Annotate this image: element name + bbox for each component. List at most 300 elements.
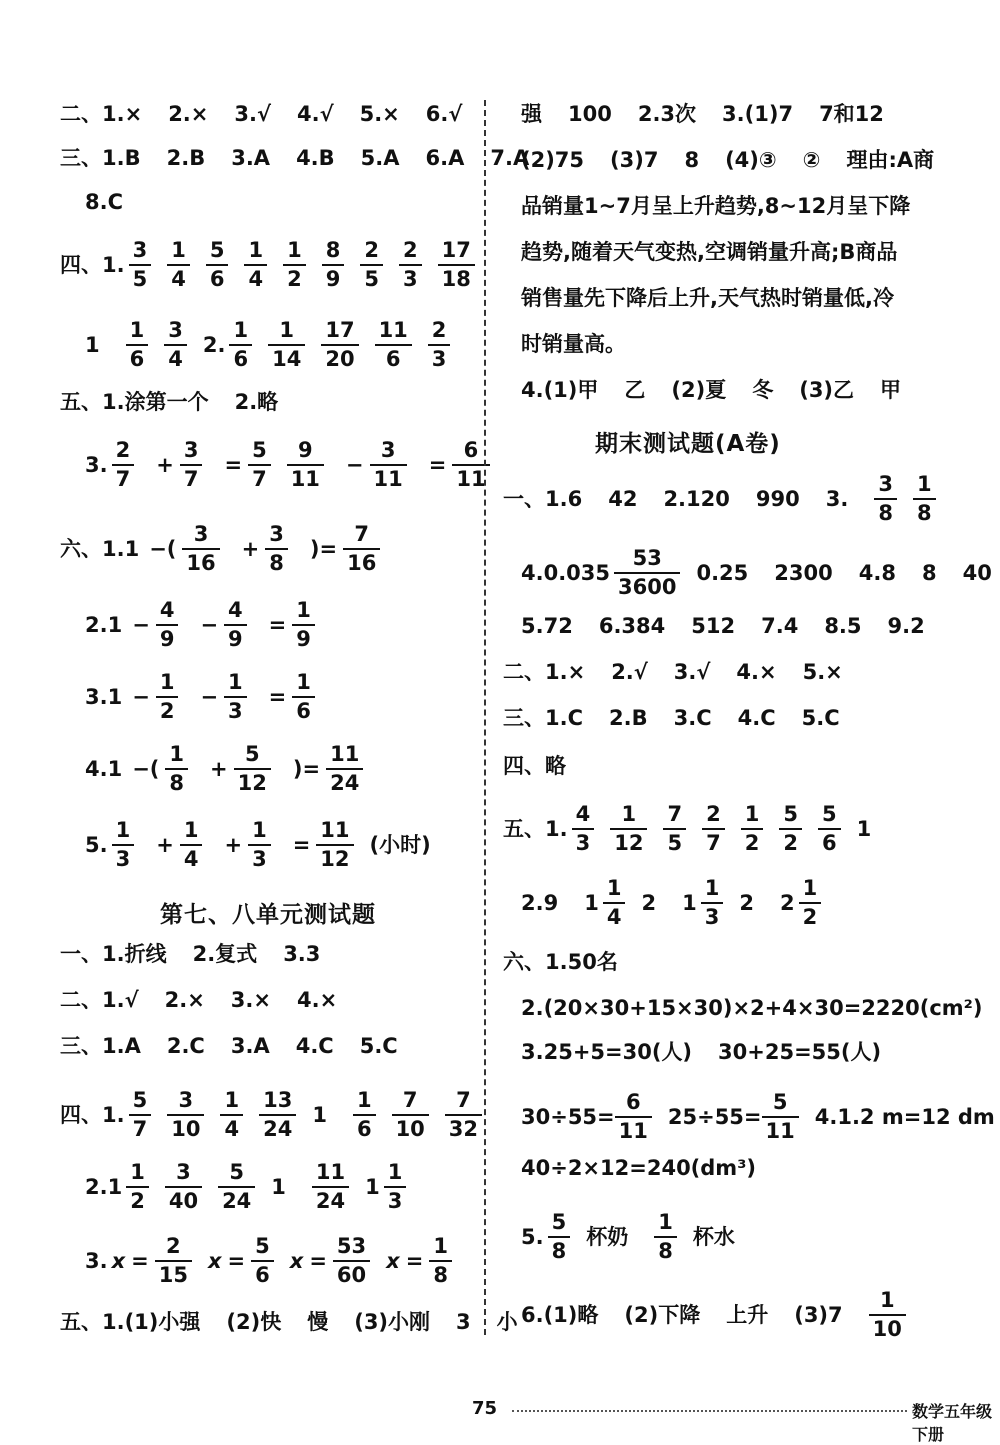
- answer-item: (3)小刚: [354, 1310, 431, 1334]
- answer-prefix: 2.9: [521, 890, 559, 915]
- answer-item: 三、1.C: [503, 706, 584, 730]
- equation-group: [112, 1236, 468, 1286]
- fraction: [208, 240, 227, 290]
- numerator: 53: [632, 546, 662, 570]
- answer-item: 990: [755, 486, 800, 511]
- answer-item: 4.×: [736, 660, 777, 684]
- fraction: [285, 240, 304, 290]
- line-r5: [521, 288, 894, 309]
- minus-sign: −: [200, 684, 219, 709]
- denominator: 8: [165, 768, 188, 794]
- line-r4: [521, 242, 897, 263]
- numerator: 7: [402, 1088, 418, 1112]
- numerator: 2: [364, 238, 379, 262]
- fraction: [184, 524, 217, 574]
- denominator: 8: [913, 498, 936, 524]
- denominator: 5: [360, 264, 383, 290]
- answer-text: 2: [641, 890, 657, 915]
- numerator: 6: [463, 438, 479, 462]
- denominator: 24: [259, 1114, 296, 1140]
- column-divider: [484, 100, 486, 1335]
- answer-item: 3.(1)7: [722, 102, 794, 126]
- fraction: [166, 320, 185, 370]
- line-l3: [85, 192, 123, 213]
- answer-item: 小: [496, 1310, 518, 1334]
- answer-item: 3: [456, 1310, 471, 1334]
- line-t8: [521, 878, 837, 928]
- answer-item: 6.384: [598, 614, 666, 638]
- answer-prefix: 2.1: [85, 1174, 123, 1199]
- fraction: [222, 1090, 241, 1140]
- fraction: [226, 600, 245, 650]
- fraction: [386, 1162, 405, 1212]
- fraction: [261, 1090, 294, 1140]
- denominator: 7: [112, 464, 135, 490]
- fraction: [704, 804, 723, 854]
- answer-text: 1: [365, 1174, 380, 1199]
- answer-item: 4.8: [858, 560, 896, 585]
- denominator: 60: [333, 1260, 370, 1286]
- answer-item: 3.3: [283, 942, 321, 966]
- answer-item: 8: [684, 148, 700, 172]
- line-t6: [503, 756, 566, 777]
- fraction: [270, 320, 303, 370]
- denominator: 11: [287, 464, 324, 490]
- line-l11: [85, 744, 379, 794]
- fraction: [440, 240, 473, 290]
- line-r2: [521, 150, 960, 171]
- answer-prefix: 2.1: [85, 612, 123, 637]
- answer-item: 2.×: [168, 102, 209, 126]
- fraction: [328, 744, 361, 794]
- denominator: 8: [265, 548, 288, 574]
- denominator: 9: [224, 624, 247, 650]
- fraction: [231, 320, 250, 370]
- answer-item: 三、1.B: [60, 146, 141, 170]
- line-l5: [85, 320, 466, 370]
- numerator: 3: [176, 1160, 191, 1184]
- numerator: 1: [916, 472, 932, 496]
- denominator: 8: [548, 1236, 571, 1262]
- denominator: 4: [603, 902, 626, 928]
- denominator: 2: [779, 828, 802, 854]
- answer-item: 3.A: [230, 1034, 270, 1058]
- fraction: [158, 672, 177, 722]
- answer-item: (2)下降: [624, 1302, 701, 1327]
- fraction: [128, 1162, 147, 1212]
- line-l8: [60, 524, 396, 574]
- answer-item: 8.5: [824, 614, 862, 638]
- answer-item: 五、1.(1)小强: [60, 1310, 201, 1334]
- numerator: 5: [255, 1234, 270, 1258]
- denominator: 12: [316, 844, 353, 870]
- numerator: 5: [783, 802, 798, 826]
- fraction-group: [126, 1162, 271, 1212]
- line-l10: [85, 672, 331, 722]
- numerator: 53: [336, 1234, 367, 1258]
- line-l12: [85, 820, 431, 870]
- plus-sign: +: [156, 832, 174, 857]
- answer-item: 2.3次: [637, 102, 697, 126]
- numerator: 3: [168, 318, 183, 342]
- numerator: 1: [287, 238, 302, 262]
- answer-item: 3.√: [673, 660, 711, 684]
- answer-text: 杯奶: [586, 1224, 629, 1249]
- minus-sign: −: [132, 612, 150, 637]
- numerator: 1: [433, 1234, 448, 1258]
- denominator: 3: [384, 1186, 407, 1212]
- minus-sign: −: [200, 612, 219, 637]
- denominator: 7: [129, 1114, 152, 1140]
- fraction-group: [229, 320, 466, 370]
- fraction: [114, 820, 133, 870]
- numerator: 11: [320, 818, 350, 842]
- numerator: 1: [159, 670, 175, 694]
- equals-sign: =: [268, 684, 287, 709]
- answer-item: 7和12: [819, 102, 884, 126]
- equals-sign: =: [131, 1248, 149, 1273]
- numerator: 1: [296, 598, 311, 622]
- numerator: 9: [297, 438, 313, 462]
- denominator: 8: [874, 498, 897, 524]
- numerator: 2: [431, 318, 447, 342]
- denominator: 7: [248, 464, 271, 490]
- numerator: 1: [802, 876, 818, 900]
- denominator: 7: [702, 828, 725, 854]
- answer-item: 二、1.×: [60, 102, 143, 126]
- fraction: [876, 474, 895, 524]
- answer-text: 1: [85, 332, 100, 357]
- denominator: 8: [654, 1236, 677, 1262]
- answer-item: 理由:A商: [846, 148, 935, 172]
- denominator: 3: [428, 344, 451, 370]
- numerator: 2: [166, 1234, 181, 1258]
- answer-item: 2.B: [609, 706, 648, 730]
- answer-text: 25÷55=: [667, 1104, 762, 1129]
- fraction: [665, 804, 684, 854]
- numerator: 1: [704, 876, 720, 900]
- answer-text: 趋势,随着天气变热,空调销量升高;B商品: [521, 240, 898, 264]
- fraction: [743, 804, 762, 854]
- denominator: 10: [869, 1314, 906, 1340]
- answer-item: 4.(1)甲: [521, 378, 599, 402]
- answer-item: 7.A: [490, 146, 530, 170]
- answer-text: 8.C: [85, 190, 124, 214]
- numerator: 3: [878, 472, 893, 496]
- answer-text: 1: [682, 890, 697, 915]
- line-s6: [85, 1236, 468, 1286]
- fraction: [318, 820, 351, 870]
- denominator: 40: [165, 1186, 202, 1212]
- numerator: 5: [551, 1210, 567, 1234]
- denominator: 3: [224, 696, 247, 722]
- line-r3: [521, 196, 910, 217]
- fraction-group: [353, 1090, 498, 1140]
- denominator: 9: [292, 624, 315, 650]
- denominator: 16: [182, 548, 219, 574]
- fraction: [431, 1236, 450, 1286]
- answer-item: 512: [691, 614, 736, 638]
- answer-item: 5.×: [359, 102, 400, 126]
- numerator: 1: [224, 1088, 240, 1112]
- equals-sign: )=: [292, 756, 321, 781]
- numerator: 1: [171, 238, 186, 262]
- fraction: [158, 600, 177, 650]
- line-l2: [60, 148, 555, 169]
- denominator: 11: [452, 464, 489, 490]
- numerator: 7: [354, 522, 369, 546]
- fraction: [454, 440, 487, 490]
- line-s5: [85, 1162, 422, 1212]
- denominator: 7: [180, 464, 203, 490]
- numerator: 2: [706, 802, 721, 826]
- denominator: 9: [322, 264, 345, 290]
- denominator: 3: [248, 844, 271, 870]
- line-t7: [503, 804, 871, 854]
- answer-item: 一、1.折线: [60, 942, 167, 966]
- fraction: [394, 1090, 427, 1140]
- answer-item: 2.复式: [192, 942, 258, 966]
- answer-prefix: 5.: [85, 832, 108, 857]
- answer-text: 1: [856, 816, 872, 841]
- equals-sign: =: [405, 1248, 424, 1273]
- numerator: 4: [575, 802, 591, 826]
- equals-sign: =: [428, 452, 447, 477]
- answer-prefix: 3.: [85, 1248, 108, 1273]
- fraction: [314, 1162, 347, 1212]
- answer-item: 2.略: [234, 390, 279, 414]
- denominator: 12: [234, 768, 271, 794]
- numerator: 1: [606, 876, 622, 900]
- numerator: 8: [325, 238, 341, 262]
- answer-item: 4.√: [296, 102, 334, 126]
- fraction-group: [129, 1090, 313, 1140]
- answer-item: 9.2: [887, 614, 925, 638]
- plus-sign: +: [210, 756, 228, 781]
- answer-item: 3.: [825, 486, 849, 511]
- denominator: 4: [164, 344, 187, 370]
- answer-item: 30+25=55(人): [718, 1040, 882, 1064]
- line-t3: [521, 616, 951, 637]
- denominator: 24: [218, 1186, 255, 1212]
- fraction: [167, 1162, 200, 1212]
- fraction: [324, 240, 343, 290]
- numerator: 3: [193, 522, 209, 546]
- answer-prefix: 五、1.: [503, 816, 568, 841]
- numerator: 11: [330, 742, 360, 766]
- numerator: 1: [356, 1088, 372, 1112]
- denominator: 3600: [614, 572, 680, 598]
- answer-text: 品销量1~7月呈上升趋势,8~12月呈下降: [521, 194, 911, 218]
- denominator: 3: [572, 828, 595, 854]
- fraction: [377, 320, 410, 370]
- answer-item: 4.B: [296, 146, 335, 170]
- variable-x: x: [289, 1248, 304, 1273]
- numerator: 1: [183, 818, 199, 842]
- numerator: 5: [252, 438, 267, 462]
- fraction: [372, 440, 405, 490]
- line-r7: [521, 380, 927, 401]
- answer-item: 7.4: [761, 614, 799, 638]
- numerator: 1: [387, 1160, 403, 1184]
- denominator: 11: [762, 1116, 799, 1142]
- denominator: 8: [429, 1260, 452, 1286]
- line-l4: [60, 240, 491, 290]
- numerator: 1: [248, 238, 264, 262]
- answer-group: [521, 1302, 869, 1327]
- denominator: 6: [375, 344, 412, 370]
- denominator: 2: [741, 828, 764, 854]
- denominator: 3: [701, 902, 724, 928]
- answer-item: 5.C: [801, 706, 840, 730]
- answer-text: 时销量高。: [521, 332, 626, 356]
- answer-item: 冬: [752, 378, 774, 402]
- answer-item: 乙: [624, 378, 646, 402]
- denominator: 2: [283, 264, 306, 290]
- answer-item: 二、1.×: [503, 660, 586, 684]
- fraction: [157, 1236, 190, 1286]
- answer-text: 杯水: [692, 1224, 735, 1249]
- answer-item: 甲: [880, 378, 902, 402]
- denominator: 32: [445, 1114, 482, 1140]
- answer-item: 5.A: [360, 146, 400, 170]
- numerator: 5: [229, 1160, 244, 1184]
- answer-item: 8: [921, 560, 937, 585]
- denominator: 6: [353, 1114, 376, 1140]
- page-number: 75: [472, 1398, 498, 1419]
- answer-item: 一、1.6: [503, 486, 583, 511]
- fraction: [656, 1212, 675, 1262]
- answer-item: 2300: [774, 560, 833, 585]
- answer-item: 4.C: [737, 706, 776, 730]
- denominator: 6: [229, 344, 252, 370]
- denominator: 10: [167, 1114, 204, 1140]
- fraction: [253, 1236, 272, 1286]
- answer-item: 强: [521, 102, 542, 126]
- answer-item: 4.C: [295, 1034, 334, 1058]
- minus-sign: −(: [132, 756, 160, 781]
- fraction: [267, 524, 286, 574]
- equals-sign: =: [292, 832, 311, 857]
- line-t9: [503, 952, 618, 973]
- denominator: 24: [326, 768, 363, 794]
- fraction-group: [126, 320, 203, 370]
- fraction: [574, 804, 593, 854]
- fraction: [703, 878, 722, 928]
- fraction: [362, 240, 381, 290]
- equals-sign: )=: [309, 536, 338, 561]
- section-title-final-exam: 期末测试题(A卷): [595, 431, 781, 457]
- denominator: 16: [343, 548, 380, 574]
- answer-item: 五、1.涂第一个: [60, 390, 209, 414]
- line-l7: [85, 440, 506, 490]
- denominator: 24: [312, 1186, 349, 1212]
- numerator: 6: [625, 1090, 641, 1114]
- denominator: 14: [268, 344, 305, 370]
- unit-text: (小时): [369, 832, 431, 857]
- line-l9: [85, 600, 331, 650]
- line-t10: [521, 998, 982, 1019]
- numerator: 3: [178, 1088, 194, 1112]
- answer-prefix: 3.: [85, 452, 108, 477]
- denominator: 6: [206, 264, 229, 290]
- numerator: 1: [879, 1288, 895, 1312]
- line-t11: [521, 1042, 907, 1063]
- numerator: 5: [209, 238, 225, 262]
- fraction: [294, 672, 313, 722]
- footer-rule: [512, 1410, 907, 1412]
- answer-item: 3.C: [673, 706, 712, 730]
- denominator: 2: [799, 902, 822, 928]
- answer-item: 三、1.A: [60, 1034, 141, 1058]
- denominator: 4: [220, 1114, 243, 1140]
- numerator: 7: [667, 802, 683, 826]
- plus-sign: +: [156, 452, 174, 477]
- minus-sign: −: [132, 684, 150, 709]
- fraction: [820, 804, 839, 854]
- plus-sign: +: [241, 536, 260, 561]
- numerator: 5: [132, 1088, 148, 1112]
- numerator: 1: [129, 318, 145, 342]
- answer-item: 3.×: [230, 988, 271, 1012]
- denominator: 4: [180, 844, 203, 870]
- answer-item: 5.C: [359, 1034, 398, 1058]
- line-s2: [60, 990, 363, 1011]
- denominator: 6: [251, 1260, 274, 1286]
- fraction: [550, 1212, 569, 1262]
- fraction: [915, 474, 934, 524]
- answer-item: 6.A: [425, 146, 465, 170]
- answer-prefix: 4.0.035: [521, 560, 611, 585]
- fraction: [401, 240, 420, 290]
- answer-item: 100: [568, 102, 612, 126]
- equals-sign: =: [309, 1248, 327, 1273]
- answer-item: 3.√: [234, 102, 271, 126]
- line-s1: [60, 944, 346, 965]
- fraction: [236, 744, 269, 794]
- fraction: [167, 744, 186, 794]
- fraction: [323, 320, 356, 370]
- fraction: [169, 240, 188, 290]
- numerator: 2: [402, 238, 418, 262]
- answer-item: 慢: [307, 1310, 329, 1334]
- line-t2: [521, 548, 1000, 598]
- line-t12: [521, 1092, 995, 1142]
- fraction: [781, 804, 800, 854]
- line-t13: [521, 1158, 756, 1179]
- numerator: 1: [658, 1210, 673, 1234]
- denominator: 3: [112, 844, 135, 870]
- answer-item: 上升: [726, 1302, 769, 1327]
- numerator: 3: [132, 238, 148, 262]
- fraction: [169, 1090, 202, 1140]
- denominator: 2: [126, 1186, 149, 1212]
- fraction: [246, 240, 265, 290]
- answer-item: 2.×: [164, 988, 205, 1012]
- answer-group: [696, 560, 1000, 585]
- answer-item: (2)夏: [671, 378, 727, 402]
- numerator: 11: [315, 1160, 346, 1184]
- numerator: 17: [325, 318, 355, 342]
- numerator: 17: [441, 238, 471, 262]
- fraction: [355, 1090, 374, 1140]
- answer-text: 2.(20×30+15×30)×2+4×30=2220(cm²): [521, 996, 983, 1020]
- numerator: 1: [744, 802, 760, 826]
- fraction: [764, 1092, 797, 1142]
- answer-item: 6.(1)略: [521, 1302, 599, 1327]
- denominator: 2: [156, 696, 179, 722]
- equals-sign: =: [227, 1248, 246, 1273]
